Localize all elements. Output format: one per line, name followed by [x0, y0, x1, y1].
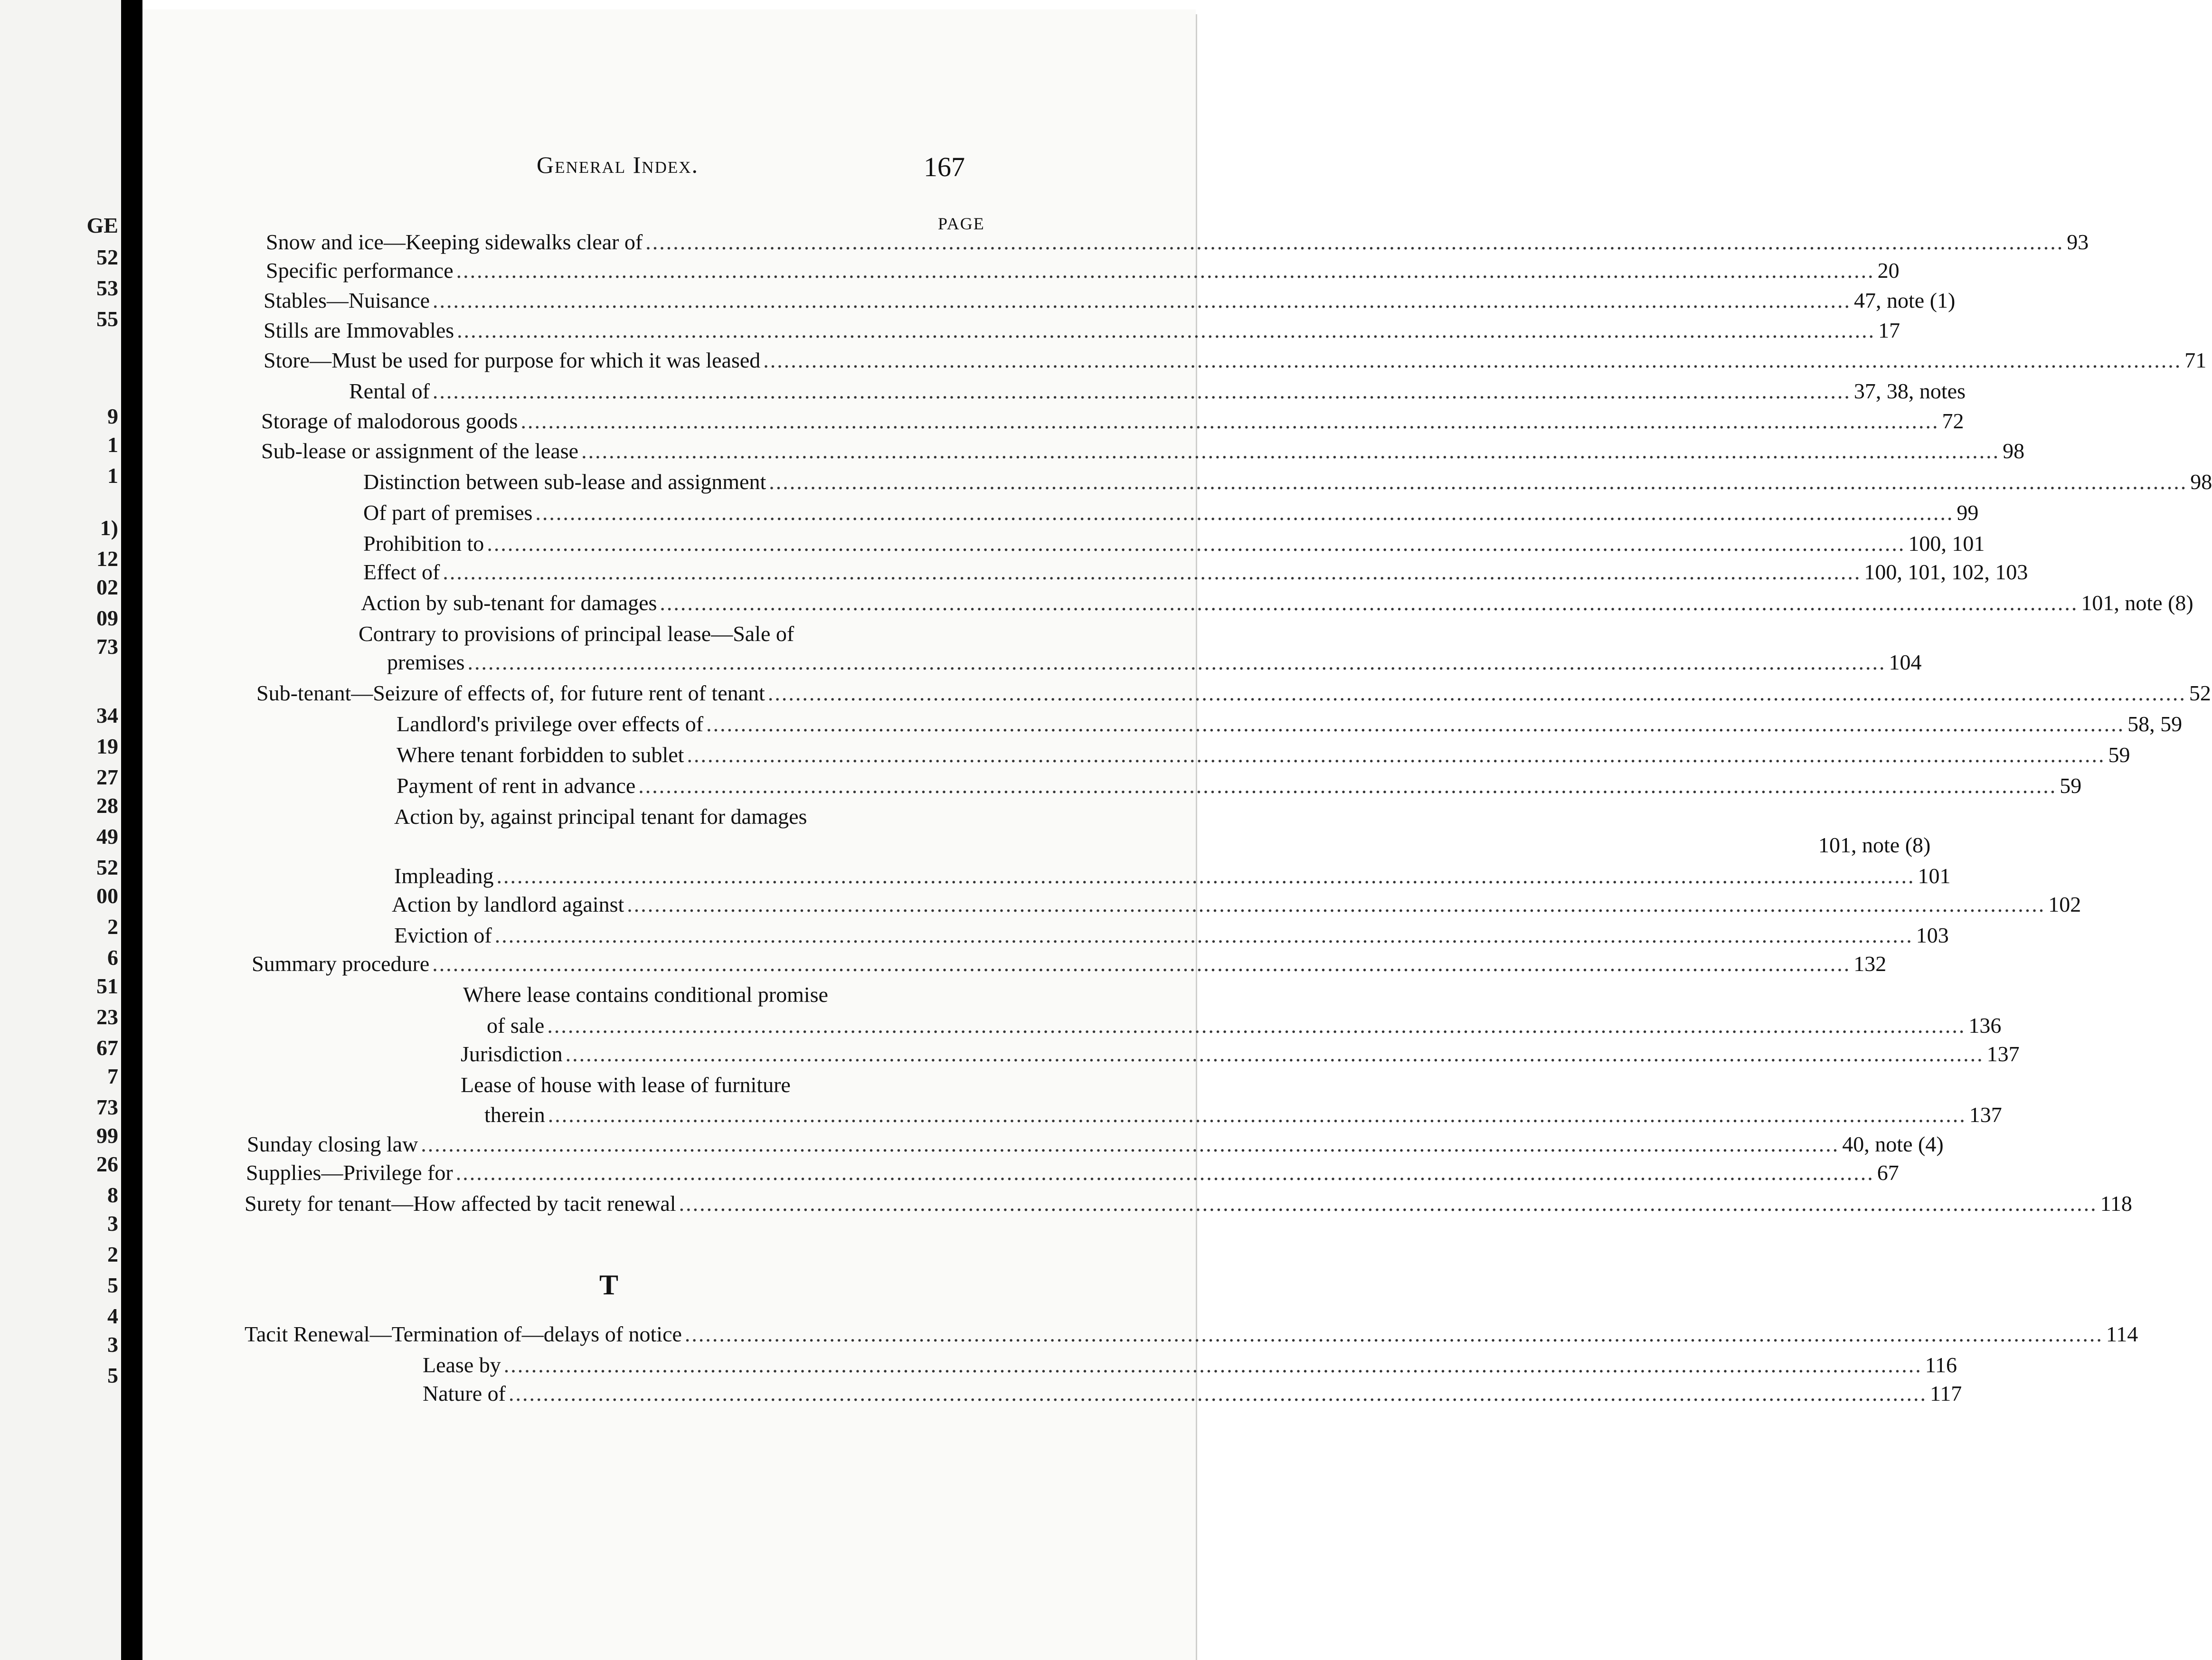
entry-label: of sale [487, 1013, 545, 1038]
entry-label: Action by sub-tenant for damages [361, 591, 657, 615]
dot-leader: .............................................................................................................................................................................................................. [508, 1381, 1927, 1405]
page-column-label: PAGE [938, 214, 985, 233]
page-reference: 47, note (1) [1854, 288, 1956, 312]
dot-leader: .............................................................................................................................................................................................................. [547, 1013, 1966, 1038]
entry-label: therein [484, 1103, 545, 1127]
index-entry [349, 377, 1966, 406]
page-reference: 72 [1942, 409, 1964, 433]
facing-page-number: 12 [96, 547, 118, 571]
index-entry [266, 256, 1900, 285]
entry-label: premises [387, 650, 465, 674]
page-reference: 98 [2003, 439, 2025, 463]
facing-page-number: GE [86, 213, 118, 237]
facing-page-number: 4 [107, 1304, 118, 1328]
facing-page [0, 0, 122, 1660]
index-entry [394, 831, 1931, 859]
facing-page-number: 28 [96, 793, 118, 818]
page-reference: 102 [2048, 892, 2081, 916]
index-entry [261, 407, 1964, 435]
entry-label: Snow and ice—Keeping sidewalks clear of [266, 230, 643, 254]
index-entry [363, 529, 1985, 558]
facing-page-number: 1 [107, 463, 118, 488]
dot-leader: .............................................................................................................................................................................................................. [487, 531, 1906, 556]
page-reference: 132 [1853, 952, 1887, 976]
facing-page-number: 2 [107, 1242, 118, 1266]
entry-label: Contrary to provisions of principal lease—Sale of [359, 622, 794, 646]
index-entry [247, 1130, 1944, 1159]
facing-page-number: 52 [96, 245, 118, 269]
dot-leader: .............................................................................................................................................................................................................. [565, 1042, 1984, 1066]
page-reference: 52 [2189, 681, 2211, 705]
entry-label: Effect of [363, 560, 440, 584]
dot-leader: .............................................................................................................................................................................................................. [763, 348, 2182, 372]
page-reference: 118 [2100, 1191, 2132, 1216]
dot-leader: .............................................................................................................................................................................................................. [494, 923, 1913, 947]
dot-leader: .............................................................................................................................................................................................................. [581, 439, 2000, 463]
dot-leader: .............................................................................................................................................................................................................. [503, 1353, 1922, 1377]
facing-page-number: 99 [96, 1123, 118, 1148]
index-entry [394, 921, 1949, 950]
dot-leader: .............................................................................................................................................................................................................. [548, 1103, 1966, 1127]
book-gutter [121, 0, 142, 1660]
entry-label: Eviction of [394, 923, 492, 947]
dot-leader: .............................................................................................................................................................................................................. [687, 743, 2106, 767]
dot-leader: .............................................................................................................................................................................................................. [457, 318, 1876, 342]
page-reference: 37, 38, notes [1853, 379, 1966, 403]
facing-page-number: 27 [96, 765, 118, 789]
facing-page-number: 34 [96, 703, 118, 727]
dot-leader: .............................................................................................................................................................................................................. [706, 712, 2125, 736]
index-entry [245, 1320, 2138, 1349]
facing-page-number: 5 [107, 1363, 118, 1387]
index-entry [245, 1189, 2132, 1218]
page-reference: 100, 101 [1908, 531, 1985, 556]
index-entry [256, 679, 2211, 707]
entry-label: Stables—Nuisance [264, 288, 430, 312]
dot-leader: .............................................................................................................................................................................................................. [443, 560, 1862, 584]
dot-leader: .............................................................................................................................................................................................................. [679, 1191, 2098, 1216]
entry-label: Lease of house with lease of furniture [461, 1073, 791, 1097]
facing-page-number: 55 [96, 307, 118, 331]
index-entry [363, 558, 2028, 586]
entry-label: Sunday closing law [247, 1132, 418, 1156]
index-entry [361, 589, 2193, 617]
facing-page-number: 9 [107, 404, 118, 428]
dot-leader: .............................................................................................................................................................................................................. [496, 864, 1915, 888]
dot-leader: .............................................................................................................................................................................................................. [638, 773, 2057, 798]
index-entry [397, 710, 2183, 738]
dot-leader: .............................................................................................................................................................................................................. [456, 258, 1875, 283]
page-reference: 71 [2184, 348, 2207, 372]
facing-page-number: 1 [107, 433, 118, 457]
dot-leader: .............................................................................................................................................................................................................. [627, 892, 2046, 916]
facing-page-number: 7 [107, 1064, 118, 1088]
entry-label: Where tenant forbidden to sublet [397, 743, 684, 767]
index-entry [423, 1379, 1962, 1408]
page-reference: 137 [1969, 1103, 2002, 1127]
dot-leader: .............................................................................................................................................................................................................. [767, 681, 2186, 705]
page-reference: 93 [2067, 230, 2089, 254]
entry-label: Summary procedure [252, 952, 430, 976]
page-reference: 20 [1877, 258, 1900, 283]
dot-leader: .............................................................................................................................................................................................................. [432, 952, 1851, 976]
facing-page-number: 3 [107, 1332, 118, 1357]
index-entry [463, 981, 925, 1009]
entry-label: Where lease contains conditional promise [463, 982, 828, 1007]
entry-label: Action by, against principal tenant for damages [394, 804, 807, 829]
page-reference: 40, note (4) [1842, 1132, 1944, 1156]
facing-page-number: 8 [107, 1183, 118, 1207]
page-reference: 99 [1957, 500, 1979, 525]
page-reference: 101, note (8) [1818, 833, 1931, 857]
index-entry [359, 620, 933, 648]
facing-page-number: 5 [107, 1273, 118, 1297]
facing-page-number: 23 [96, 1005, 118, 1029]
index-entry [394, 802, 928, 831]
index-entry [264, 346, 2207, 375]
entry-label: Sub-lease or assignment of the lease [261, 439, 579, 463]
dot-leader: .............................................................................................................................................................................................................. [535, 500, 1954, 525]
index-entry [264, 316, 1900, 345]
entry-label: Tacit Renewal—Termination of—delays of notice [245, 1322, 682, 1346]
page-number: 167 [924, 151, 965, 182]
running-head: General Index. [537, 151, 699, 178]
page-reference: 136 [1968, 1013, 2002, 1038]
dot-leader: .............................................................................................................................................................................................................. [660, 591, 2079, 615]
entry-label: Nature of [423, 1381, 506, 1405]
entry-label: Lease by [423, 1353, 501, 1377]
index-entry [363, 468, 2212, 496]
index-entry [397, 741, 2130, 769]
dot-leader: .............................................................................................................................................................................................................. [684, 1322, 2103, 1346]
facing-page-number: 73 [96, 634, 118, 659]
facing-page-number: 52 [96, 855, 118, 879]
facing-page-number: 2 [107, 915, 118, 939]
page-reference: 103 [1916, 923, 1949, 947]
facing-page-number: 1) [100, 516, 118, 540]
entry-label: Prohibition to [363, 531, 484, 556]
index-entry [387, 648, 1922, 677]
index-entry [266, 228, 2089, 256]
page-reference: 58, 59 [2127, 712, 2183, 736]
dot-leader: .............................................................................................................................................................................................................. [645, 230, 2064, 254]
facing-page-number: 26 [96, 1152, 118, 1176]
index-entry [461, 1071, 921, 1099]
index-entry [261, 437, 2025, 465]
entry-label: Jurisdiction [461, 1042, 563, 1066]
page-reference: 67 [1877, 1160, 1899, 1185]
entry-label: Storage of malodorous goods [261, 409, 518, 433]
index-entry [264, 286, 1956, 315]
entry-label: Impleading [394, 864, 494, 888]
dot-leader: .............................................................................................................................................................................................................. [432, 379, 1851, 403]
page-reference: 137 [1986, 1042, 2020, 1066]
index-entry [392, 890, 2081, 919]
index-entry [484, 1101, 2002, 1129]
facing-page-number: 02 [96, 575, 118, 599]
entry-label: Stills are Immovables [264, 318, 454, 342]
index-entry [394, 862, 1951, 890]
index-entry [252, 950, 1887, 978]
facing-page-number: 00 [96, 884, 118, 908]
page-reference: 101 [1918, 864, 1951, 888]
dot-leader: .............................................................................................................................................................................................................. [467, 650, 1886, 674]
entry-label: Surety for tenant—How affected by tacit renewal [245, 1191, 676, 1216]
entry-label: Distinction between sub-lease and assignment [363, 470, 766, 494]
facing-page-number: 73 [96, 1095, 118, 1119]
entry-label: Of part of premises [363, 500, 533, 525]
page-reference: 116 [1925, 1353, 1957, 1377]
index-entry [246, 1159, 1899, 1187]
page-reference: 101, note (8) [2081, 591, 2193, 615]
dot-leader: .............................................................................................................................................................................................................. [455, 1160, 1874, 1185]
facing-page-number: 51 [96, 974, 118, 998]
facing-page-number: 3 [107, 1211, 118, 1236]
page-reference: 114 [2106, 1322, 2138, 1346]
facing-page-number: 49 [96, 824, 118, 849]
page-reference: 17 [1878, 318, 1900, 342]
dot-leader: .............................................................................................................................................................................................................. [433, 288, 1852, 312]
entry-label: Sub-tenant—Seizure of effects of, for future rent of tenant [256, 681, 765, 705]
index-entry [363, 499, 1979, 527]
index-entry [487, 1011, 2002, 1040]
entry-label: Landlord's privilege over effects of [397, 712, 704, 736]
page-reference: 59 [2060, 773, 2082, 798]
page-reference: 98 [2190, 470, 2212, 494]
index-entry [397, 772, 2082, 800]
facing-page-number: 53 [96, 276, 118, 300]
page-reference: 104 [1889, 650, 1922, 674]
dot-leader: .............................................................................................................................................................................................................. [520, 409, 1939, 433]
page-reference: 117 [1929, 1381, 1962, 1405]
index-entry [461, 1040, 2020, 1068]
entry-label: Rental of [349, 379, 430, 403]
entry-label: Action by landlord against [392, 892, 624, 916]
dot-leader: .............................................................................................................................................................................................................. [769, 470, 2188, 494]
page-reference: 59 [2108, 743, 2130, 767]
section-letter-t: T [599, 1269, 619, 1301]
entry-label: Store—Must be used for purpose for which it was leased [264, 348, 761, 372]
facing-page-number: 67 [96, 1036, 118, 1060]
dot-leader: .............................................................................................................................................................................................................. [421, 1132, 1840, 1156]
facing-page-number: 09 [96, 606, 118, 630]
entry-label: Payment of rent in advance [397, 773, 636, 798]
index-entry [423, 1351, 1957, 1379]
facing-page-number: 19 [96, 734, 118, 758]
entry-label: Specific performance [266, 258, 454, 283]
facing-page-number: 6 [107, 945, 118, 970]
entry-label: Supplies—Privilege for [246, 1160, 453, 1185]
page-reference: 100, 101, 102, 103 [1864, 560, 2028, 584]
